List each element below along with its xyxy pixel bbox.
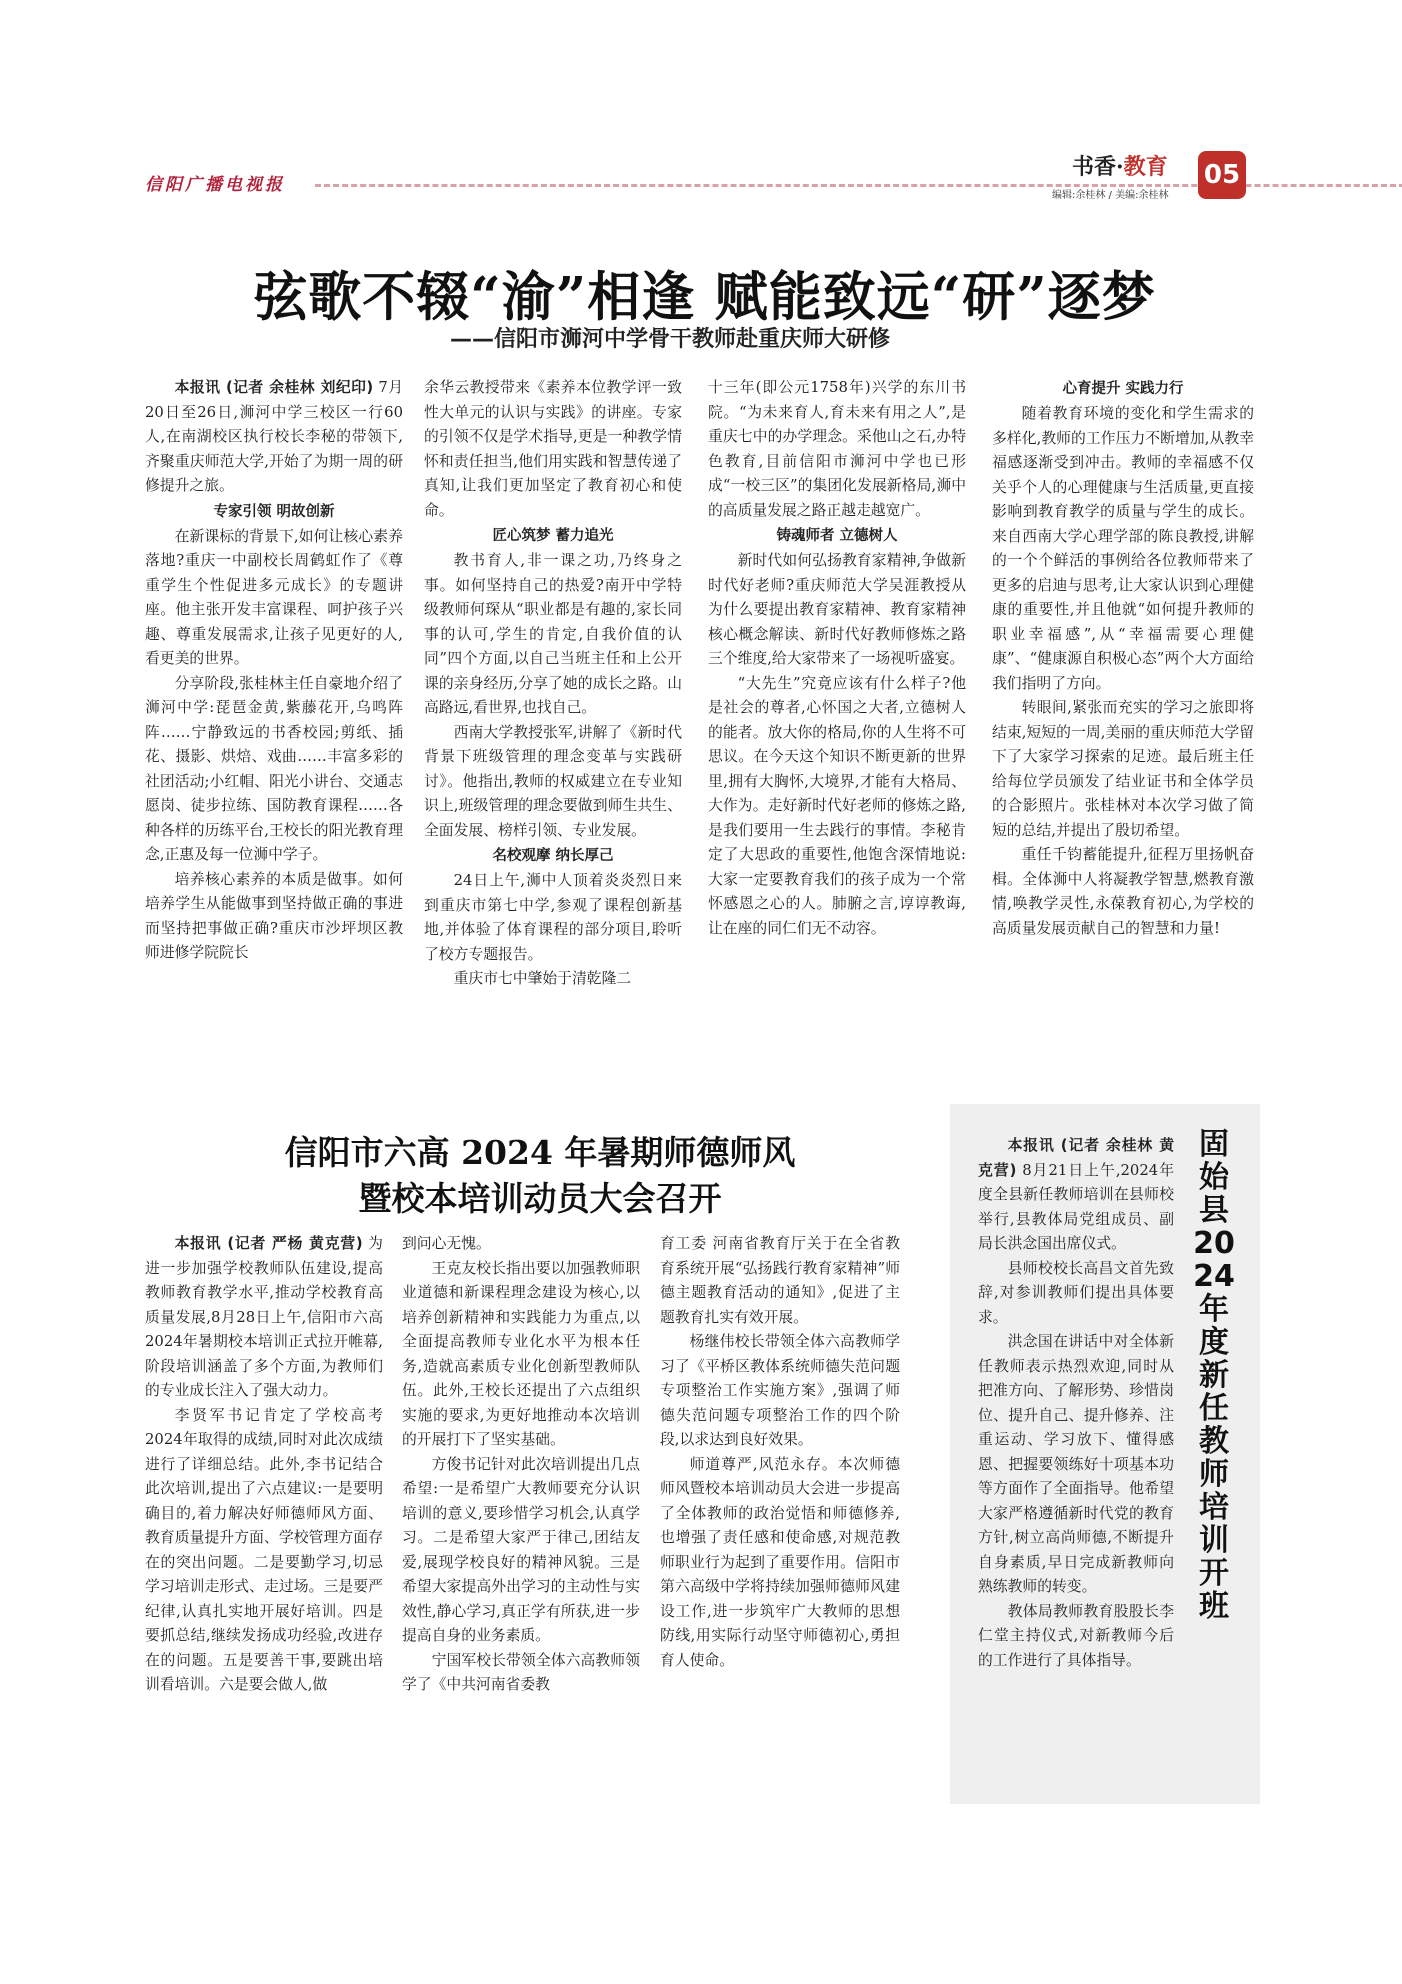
masthead: 信阳广播电视报 <box>145 175 285 195</box>
section-heading: 铸魂师者 立德树人 <box>776 528 898 544</box>
article1-column-1 <box>145 376 403 966</box>
paragraph: 重庆市七中肇始于清乾隆二 <box>453 970 632 987</box>
paragraph: 洪念国在讲话中对全体新任教师表示热烈欢迎,同时从把准方向、了解形势、珍惜岗位、提升自己、提升修养、注重运动、学习放下、懂得感恩、把握要领练好十项基本功等方面作了全面指导。他希望大家严格遵循新时代党的教育方针,树立高尚师德,不断提升自身素质,早日完成新教师向熟练教师的转变。 <box>978 1333 1174 1595</box>
page-number-badge: 05 <box>1198 151 1246 199</box>
paragraph: 县师校校长高昌文首先致辞,对参训教师们提出具体要求。 <box>978 1259 1174 1326</box>
section-heading: 心育提升 实践力行 <box>1062 381 1184 397</box>
article1-column-4 <box>992 376 1254 941</box>
paragraph: 重任千钧蓄能提升,征程万里扬帆奋楫。全体浉中人将凝教学智慧,燃教育激情,唤教学灵性,永葆教育初心,为学校的高质量发展贡献自己的智慧和力量! <box>992 846 1254 937</box>
paragraph: 余华云教授带来《素养本位教学评一致性大单元的认识与实践》的讲座。专家的引领不仅是学术指导,更是一种教学情怀和责任担当,他们用实践和智慧传递了真知,让我们更加坚定了教育初心和使命。 <box>424 379 682 519</box>
sidebar-column <box>978 1134 1174 1673</box>
paragraph: 到问心无愧。 <box>402 1235 491 1252</box>
article1-column-3 <box>708 376 966 941</box>
paragraph: 方俊书记针对此次培训提出几点希望:一是希望广大教师要充分认识培训的意义,要珍惜学习机会,认真学习。二是希望大家严于律己,团结友爱,展现学校良好的精神风貌。三是希望大家提高外出学习的主动性与实效性,静心学习,真正学有所获,进一步提高自身的业务素质。 <box>402 1455 640 1644</box>
paragraph: 杨继伟校长带领全体六高教师学习了《平桥区教体系统师德失范问题专项整治工作实施方案》,强调了师德失范问题专项整治工作的四个阶段,以求达到良好效果。 <box>660 1333 900 1448</box>
paragraph: 随着教育环境的变化和学生需求的多样化,教师的工作压力不断增加,从教幸福感逐渐受到冲击。教师的幸福感不仅关乎个人的心理健康与生活质量,更直接影响到教育教学的质量与学生的成长。来自西南大学心理学部的陈良教授,讲解的一个个鲜活的事例给各位教师带来了更多的启迪与思考,让大家认识到心理健康的重要性,并且他就“如何提升教师的职业幸福感”,从“幸福需要心理健康”、“健康源自积极心态”两个大方面给我们指明了方向。 <box>992 405 1254 692</box>
section-heading: 匠心筑梦 蓄力追光 <box>492 528 614 544</box>
article2-title-line-1: 信阳市六高 2024 年暑期师德师风 <box>284 1133 796 1172</box>
article1-subheadline: ——信阳市浉河中学骨干教师赴重庆师大研修 <box>450 327 891 352</box>
byline: 本报讯 (记者 余桂林 黄克营) <box>978 1137 1174 1179</box>
byline: 本报讯 (记者 余桂林 刘纪印) <box>174 379 374 396</box>
paragraph: 在新课标的背景下,如何让核心素养落地?重庆一中副校长周鹤虹作了《尊重学生个性促进多元成长》的专题讲座。他主张开发丰富课程、呵护孩子兴趣、尊重发展需求,让孩子见更好的人,看更美的世界。 <box>145 527 403 667</box>
section-accent: 教育 <box>1123 154 1168 180</box>
paragraph: 宁国军校长带领全体六高教师领学了《中共河南省委教 <box>402 1651 640 1693</box>
paragraph: 十三年(即公元1758年)兴学的东川书院。“为未来育人,育未来有用之人”,是重庆七中的办学理念。采他山之石,办特色教育,目前信阳市浉河中学也已形成“一校三区”的集团化发展新格局,浉中的高质量发展之路正越走越宽广。 <box>708 379 966 519</box>
article2-column-3 <box>660 1232 900 1673</box>
paragraph: 为进一步加强学校教师队伍建设,提高教师教育教学水平,推动学校教育高质量发展,8月28日上午,信阳市六高2024年暑期校本培训正式拉开帷幕,阶段培训涵盖了多个方面,为教师们的专业成长注入了强大动力。 <box>145 1235 383 1399</box>
byline: 本报讯 (记者 严杨 黄克营) <box>174 1235 363 1252</box>
paragraph: 培养核心素养的本质是做事。如何培养学生从能做事到坚持做正确的事进而坚持把事做正确?重庆市沙坪坝区教师进修学院院长 <box>145 870 403 961</box>
article1-headline: 弦歌不辍“渝”相逢 赋能致远“研”逐梦 <box>254 266 1156 328</box>
paragraph: 王克友校长指出要以加强教师职业道德和新课程理念建设为核心,以培养创新精神和实践能力为重点,以全面提高教师专业化水平为根本任务,造就高素质专业化创新型教师队伍。此外,王校长还提出了六点组织实施的要求,为更好地推动本次培训的开展打下了坚实基础。 <box>402 1259 640 1448</box>
paragraph: 转眼间,紧张而充实的学习之旅即将结束,短短的一周,美丽的重庆师范大学留下了大家学习探索的足迹。最后班主任给每位学员颁发了结业证书和全体学员的合影照片。张桂林对本次学习做了简短的总结,并提出了殷切希望。 <box>992 699 1254 839</box>
section-prefix: 书香· <box>1072 154 1124 180</box>
paragraph: 分享阶段,张桂林主任自豪地介绍了浉河中学:琵琶金黄,紫藤花开,乌鸣阵阵……宁静致远的书香校园;剪纸、插花、摄影、烘焙、戏曲……丰富多彩的社团活动;小红帽、阳光小讲台、交通志愿岗、徒步拉练、国防教育课程……各种各样的历练平台,王校长的阳光教育理念,正惠及每一位浉中学子。 <box>145 674 403 863</box>
paragraph: 8月21日上午,2024年度全县新任教师培训在县师校举行,县教体局党组成员、副局长洪念国出席仪式。 <box>978 1161 1175 1252</box>
paragraph: 24日上午,浉中人顶着炎炎烈日来到重庆市第七中学,参观了课程创新基地,并体验了体育课程的部分项目,聆听了校方专题报告。 <box>424 872 682 963</box>
paragraph: 7月20日至26日,浉河中学三校区一行60人,在南湖校区执行校长李秘的带领下,齐聚重庆师范大学,开始了为期一周的研修提升之旅。 <box>145 379 403 494</box>
paragraph: 新时代如何弘扬教育家精神,争做新时代好老师?重庆师范大学吴涯教授从为什么要提出教育家精神、教育家精神核心概念解读、新时代好教师修炼之路三个维度,给大家带来了一场视听盛宴。 <box>708 552 966 667</box>
article2-column-1 <box>145 1232 383 1698</box>
paragraph: 西南大学教授张军,讲解了《新时代背景下班级管理的理念变革与实践研讨》。他指出,教师的权威建立在专业知识上,班级管理的理念要做到师生共生、全面发展、榜样引领、专业发展。 <box>424 723 682 839</box>
article2-title <box>260 1130 820 1222</box>
paragraph: 育工委 河南省教育厅关于在全省教育系统开展“弘扬践行教育家精神”师德主题教育活动的通知》,促进了主题教育扎实有效开展。 <box>660 1235 900 1326</box>
editors-credit: 编辑:余桂林 / 美编:余桂林 <box>1052 190 1169 201</box>
paragraph: 师道尊严,风范永存。本次师德师风暨校本培训动员大会进一步提高了全体教师的政治觉悟和师德修养,也增强了责任感和使命感,对规范教师职业行为起到了重要作用。信阳市第六高级中学将持续加强师德师风建设工作,进一步筑牢广大教师的思想防线,用实际行动坚守师德初心,勇担育人使命。 <box>660 1455 900 1669</box>
section-heading: 名校观摩 纳长厚己 <box>492 848 614 864</box>
section-heading: 专家引领 明故创新 <box>213 503 335 520</box>
sidebar-title: 固始县2024年度新任教师培训开班 <box>1193 1127 1235 1624</box>
paragraph: 教体局教师教育股股长李仁堂主持仪式,对新教师今后的工作进行了具体指导。 <box>978 1602 1174 1669</box>
paragraph: 教书育人,非一课之功,乃终身之事。如何坚持自己的热爱?南开中学特级教师何琛从“职业都是有趣的,家长同事的认可,学生的肯定,自我价值的认同”四个方面,以自己当班主任和上公开课的亲身经历,分享了她的成长之路。山高路远,看世界,也找自己。 <box>424 552 682 716</box>
section-name <box>1072 150 1168 181</box>
paragraph: 李贤军书记肯定了学校高考2024年取得的成绩,同时对此次成绩进行了详细总结。此外,李书记结合此次培训,提出了六点建议:一是要明确目的,着力解决好师德师风方面、教育质量提升方面、学校管理方面存在的突出问题。二是要勤学习,切忌学习培训走形式、走过场。三是要严纪律,认真扎实地开展好培训。四是要抓总结,继续发扬成功经验,改进存在的问题。五是要善干事,要跳出培训看培训。六是要会做人,做 <box>145 1406 383 1693</box>
article1-column-2 <box>424 376 682 992</box>
article2-title-line-2: 暨校本培训动员大会召开 <box>358 1179 722 1218</box>
article2-column-2 <box>402 1232 640 1698</box>
paragraph: “大先生”究竟应该有什么样子?他是社会的尊者,心怀国之大者,立德树人的能者。放大你的格局,你的人生将不可思议。在今天这个知识不断更新的世界里,拥有大胸怀,大境界,才能有大格局、大作为。走好新时代好老师的修炼之路,是我们要用一生去践行的事情。李秘肯定了大思政的重要性,他饱含深情地说:大家一定要教育我们的孩子成为一个常怀感恩之心的人。肺腑之言,谆谆教诲,让在座的同仁们无不动容。 <box>708 674 966 937</box>
